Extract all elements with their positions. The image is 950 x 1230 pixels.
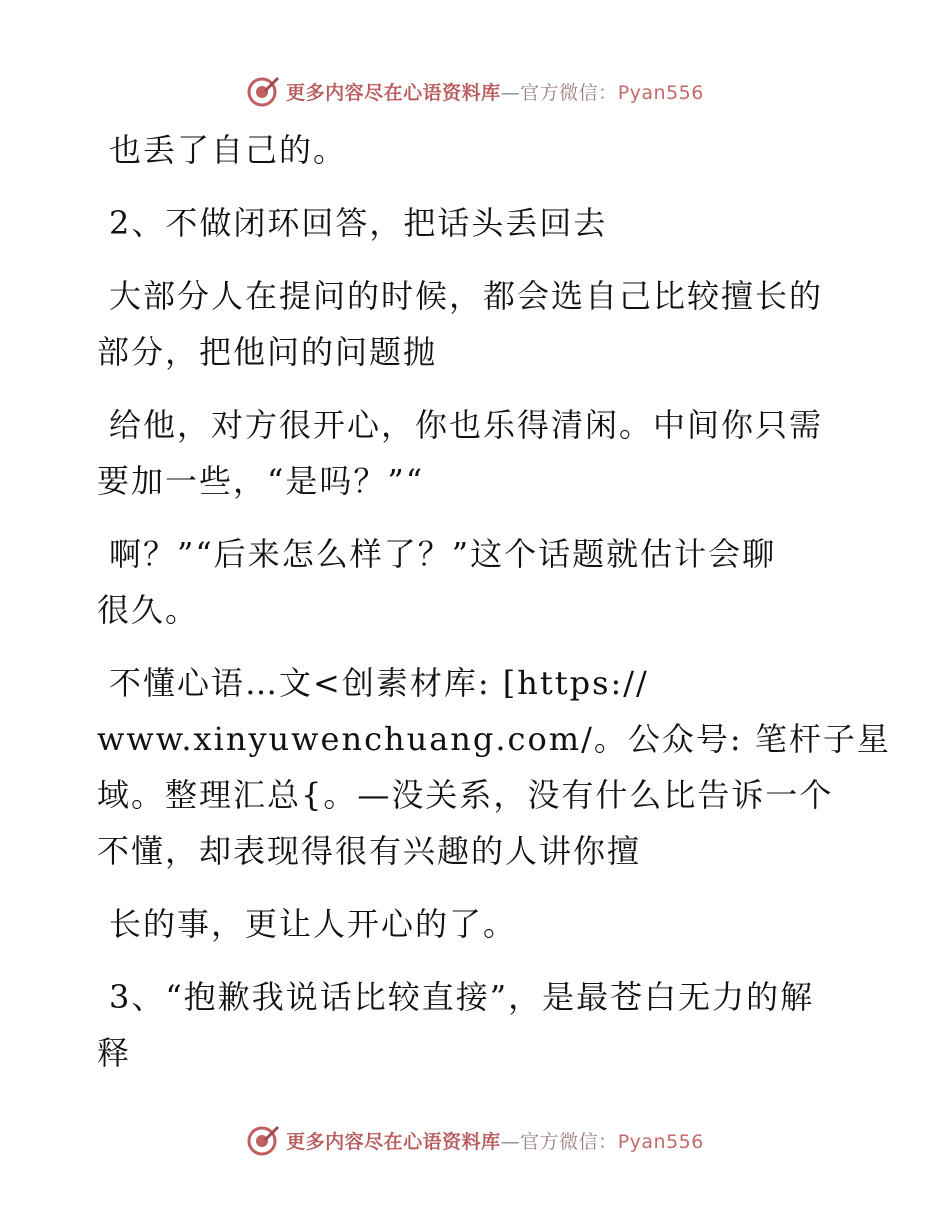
paragraph	[97, 969, 842, 1081]
text-line: 要加一些，“是吗？”“	[97, 462, 425, 500]
text-line: 释	[97, 1034, 132, 1072]
paragraph	[97, 122, 842, 178]
footer-banner	[0, 1117, 950, 1163]
text-line: 部分，把他问的问题抛	[97, 333, 438, 371]
text-line: 不懂心语…文<创素材库: [https://	[109, 664, 649, 702]
footer-brand	[286, 1127, 704, 1154]
header-wechat-label: 官方微信：	[520, 81, 618, 104]
header-brand	[286, 78, 704, 105]
paragraph	[97, 397, 842, 509]
header-wechat-id: Pyan556	[617, 81, 704, 104]
header-brand-text: 更多内容尽在心语资料库	[286, 81, 501, 104]
paragraph	[97, 655, 891, 879]
text-line: 也丢了自己的。	[109, 131, 348, 169]
text-line: 给他，对方很开心，你也乐得清闲。中间你只需	[109, 406, 824, 444]
paragraph	[97, 195, 842, 251]
text-line: 长的事，更让人开心的了。	[109, 905, 518, 943]
footer-separator: —	[500, 1130, 521, 1153]
paragraph	[97, 896, 842, 952]
text-line: www.xinyuwenchuang.com/。公众号: 笔杆子星	[97, 720, 891, 758]
paragraph	[97, 268, 842, 380]
footer-wechat-label: 官方微信：	[520, 1130, 618, 1153]
document-body	[97, 122, 891, 1098]
header-separator: —	[500, 81, 521, 104]
text-line: 2、不做闭环回答，把话头丢回去	[109, 204, 608, 242]
text-line: 不懂，却表现得很有兴趣的人讲你擅	[97, 832, 642, 870]
footer-brand-text: 更多内容尽在心语资料库	[286, 1130, 501, 1153]
text-line: 域。整理汇总{。—没关系，没有什么比告诉一个	[97, 776, 834, 814]
header-banner	[0, 68, 950, 114]
text-line: 3、“抱歉我说话比较直接”，是最苍白无力的解	[109, 978, 815, 1016]
paragraph	[97, 526, 842, 638]
footer-wechat-id: Pyan556	[617, 1130, 704, 1153]
text-line: 啊？”“后来怎么样了？”这个话题就估计会聊	[109, 535, 777, 573]
pen-logo-icon	[246, 1123, 280, 1157]
text-line: 很久。	[97, 591, 200, 629]
pen-logo-icon	[246, 74, 280, 108]
text-line: 大部分人在提问的时候，都会选自己比较擅长的	[109, 277, 824, 315]
